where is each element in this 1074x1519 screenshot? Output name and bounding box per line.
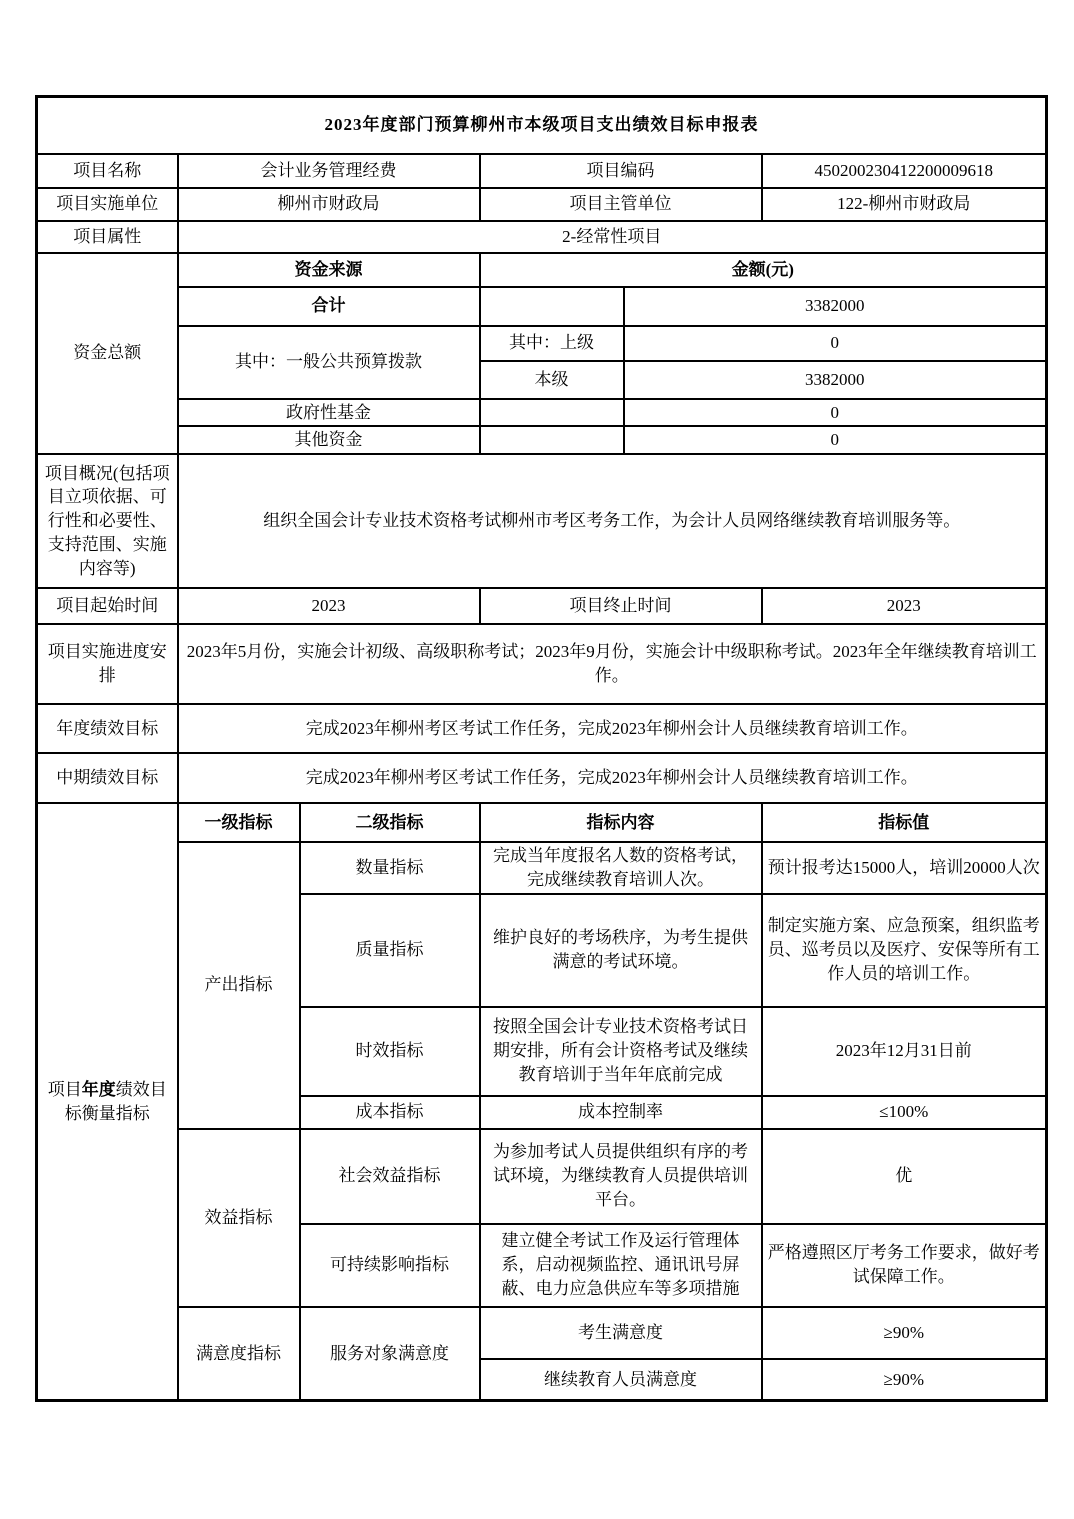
indicator-sustain-label: 可持续影响指标 xyxy=(300,1224,480,1307)
funding-total-sub-empty xyxy=(480,287,624,326)
indicators-label-prefix: 项目 xyxy=(47,1079,82,1099)
implement-unit-label: 项目实施单位 xyxy=(37,188,178,221)
indicators-section-label xyxy=(37,803,178,1401)
midterm-goal-label: 中期绩效目标 xyxy=(37,753,178,803)
funding-total-value: 3382000 xyxy=(624,287,1047,326)
funding-general-budget-label: 其中：一般公共预算拨款 xyxy=(178,326,480,399)
indicator-social-label: 社会效益指标 xyxy=(300,1129,480,1224)
annual-goal-content: 完成2023年柳州考区考试工作任务，完成2023年柳州会计人员继续教育培训工作。 xyxy=(178,704,1047,753)
funding-govfund-value: 0 xyxy=(624,399,1047,427)
project-code-value: 450200230412200009618 xyxy=(762,154,1047,188)
header-level1: 一级指标 xyxy=(178,803,300,842)
funding-total-label: 合计 xyxy=(178,287,480,326)
indicator-quantity-value: 预计报考达15000人，培训20000人次 xyxy=(762,842,1047,894)
indicator-service-target-label: 服务对象满意度 xyxy=(300,1307,480,1401)
funding-upper-label: 其中：上级 xyxy=(480,326,624,361)
end-time-label: 项目终止时间 xyxy=(480,588,762,624)
indicator-timeliness-value: 2023年12月31日前 xyxy=(762,1007,1047,1096)
funding-govfund-label: 政府性基金 xyxy=(178,399,480,427)
annual-goal-label: 年度绩效目标 xyxy=(37,704,178,753)
form-title: 2023年度部门预算柳州市本级项目支出绩效目标申报表 xyxy=(37,97,1047,154)
indicator-sustain-value: 严格遵照区厅考务工作要求，做好考试保障工作。 xyxy=(762,1224,1047,1307)
start-time-label: 项目起始时间 xyxy=(37,588,178,624)
indicator-cost-value: ≤100% xyxy=(762,1096,1047,1129)
funding-local-value: 3382000 xyxy=(624,361,1047,399)
indicator-social-value: 优 xyxy=(762,1129,1047,1224)
indicator-examinee-content: 考生满意度 xyxy=(480,1307,762,1359)
project-name-label: 项目名称 xyxy=(37,154,178,188)
progress-content: 2023年5月份，实施会计初级、高级职称考试；2023年9月份，实施会计中级职称考试。2023年全年继续教育培训工作。 xyxy=(178,624,1047,704)
indicators-label-suffix: 绩效目标衡量指标 xyxy=(64,1079,167,1123)
supervisor-unit-label: 项目主管单位 xyxy=(480,188,762,221)
implement-unit-value: 柳州市财政局 xyxy=(178,188,480,221)
indicator-timeliness-label: 时效指标 xyxy=(300,1007,480,1096)
start-time-value: 2023 xyxy=(178,588,480,624)
funding-other-sub-empty xyxy=(480,426,624,454)
funding-local-label: 本级 xyxy=(480,361,624,399)
overview-label: 项目概况(包括项目立项依据、可行性和必要性、支持范围、实施内容等) xyxy=(37,454,178,588)
funding-other-label: 其他资金 xyxy=(178,426,480,454)
indicator-quality-content: 维护良好的考场秩序，为考生提供满意的考试环境。 xyxy=(480,894,762,1007)
attribute-value: 2-经常性项目 xyxy=(178,221,1047,253)
progress-label: 项目实施进度安排 xyxy=(37,624,178,704)
indicator-quality-label: 质量指标 xyxy=(300,894,480,1007)
header-value: 指标值 xyxy=(762,803,1047,842)
indicators-label-bold: 年度 xyxy=(81,1079,116,1099)
overview-content: 组织全国会计专业技术资格考试柳州市考区考务工作，为会计人员网络继续教育培训服务等。 xyxy=(178,454,1047,588)
performance-target-form xyxy=(35,95,1048,1402)
header-content: 指标内容 xyxy=(480,803,762,842)
project-name-value: 会计业务管理经费 xyxy=(178,154,480,188)
header-level2: 二级指标 xyxy=(300,803,480,842)
indicator-sustain-content: 建立健全考试工作及运行管理体系，启动视频监控、通讯讯号屏蔽、电力应急供应车等多项措施 xyxy=(480,1224,762,1307)
group-benefit-label: 效益指标 xyxy=(178,1129,300,1307)
indicator-cost-label: 成本指标 xyxy=(300,1096,480,1129)
project-code-label: 项目编码 xyxy=(480,154,762,188)
funding-upper-value: 0 xyxy=(624,326,1047,361)
indicator-timeliness-content: 按照全国会计专业技术资格考试日期安排，所有会计资格考试及继续教育培训于当年年底前完成 xyxy=(480,1007,762,1096)
indicator-continuing-ed-value: ≥90% xyxy=(762,1359,1047,1401)
indicator-quantity-content: 完成当年度报名人数的资格考试，完成继续教育培训人次。 xyxy=(480,842,762,894)
funding-section-label: 资金总额 xyxy=(37,253,178,455)
funding-govfund-sub-empty xyxy=(480,399,624,427)
midterm-goal-content: 完成2023年柳州考区考试工作任务，完成2023年柳州会计人员继续教育培训工作。 xyxy=(178,753,1047,803)
funding-amount-header: 金额(元) xyxy=(480,253,1047,287)
funding-source-header: 资金来源 xyxy=(178,253,480,287)
indicator-quality-value: 制定实施方案、应急预案，组织监考员、巡考员以及医疗、安保等所有工作人员的培训工作。 xyxy=(762,894,1047,1007)
supervisor-unit-value: 122-柳州市财政局 xyxy=(762,188,1047,221)
end-time-value: 2023 xyxy=(762,588,1047,624)
funding-other-value: 0 xyxy=(624,426,1047,454)
indicator-social-content: 为参加考试人员提供组织有序的考试环境，为继续教育人员提供培训平台。 xyxy=(480,1129,762,1224)
indicator-quantity-label: 数量指标 xyxy=(300,842,480,894)
group-output-label: 产出指标 xyxy=(178,842,300,1129)
indicator-examinee-value: ≥90% xyxy=(762,1307,1047,1359)
attribute-label: 项目属性 xyxy=(37,221,178,253)
indicator-continuing-ed-content: 继续教育人员满意度 xyxy=(480,1359,762,1401)
indicator-cost-content: 成本控制率 xyxy=(480,1096,762,1129)
group-satisfaction-label: 满意度指标 xyxy=(178,1307,300,1401)
